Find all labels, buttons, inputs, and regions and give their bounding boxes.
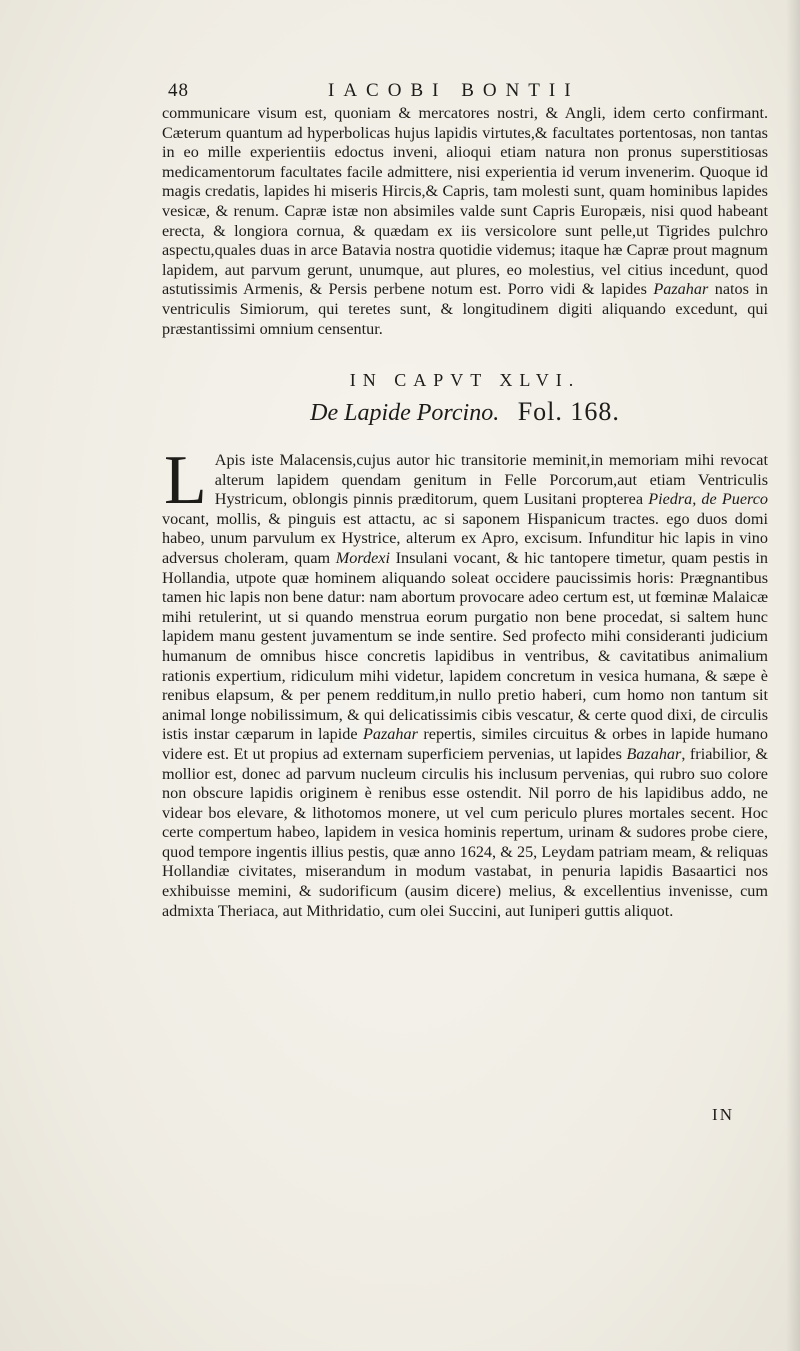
top-paragraph-text: communicare visum est, quoniam & mercatores nostri, & Angli, idem certo confirmant. Cæterum quantum ad hyperbolicas hujus lapidis virtutes,& facultates portentosas, non tantas in eo mille experientiis edoctus inveni, alioqui etiam natura non pronus superstitiosas medicamentorum facultates facile admittere, nisi experientia id verum invenerim. Quoque id magis credatis, lapides hi miseris Hircis,& Capris, tam molesti sunt, quam hominibus lapides vesicæ, & renum. Capræ istæ non absimiles valde sunt Capris Europæis, nisi quod habeant erecta, & longiora cornua, & quædam ex iis versicolore sunt pelle,ut Tigrides pulchro aspectu,quales duas in arce Batavia nostra quotidie videmus; itaque hæ Capræ prout magnum lapidem, aut parvum gerunt, unumque, aut plures, eo molestius, vel citius incedunt, quod astutissimis Armenis, & Persis perbene notum est. Porro vidi & lapides — [162, 104, 768, 299]
page-number: 48 — [168, 80, 189, 101]
main-paragraph-segment: Bazahar — [626, 744, 682, 763]
chapter-folio: Fol. 168. — [517, 397, 620, 426]
main-paragraph-segment: Insulani vocant, & hic tantopere timetur, quam pestis in Hollandia, utpote quæ hominem aliquando soleat occidere paucissimis horis: Prægnantibus tamen hic lapis non bene datur: nam abortum provocare adeo certum est, ut fœminæ Malaicæ mihi retulerint, ut si quando menstrua eorum purgatio non bene procedat, si saltem hunc lapidem manu gestent juvamentum se inde sentire. Sed profecto mihi consideranti judicium humanum de omnibus hisce concretis lapidibus in ventribus, & cavitatibus animalium rationis expertium, ridiculum mihi videtur, lapidem concretum in vesica humana, & sæpe è renibus elapsum, & per penem redditum,in nullo pretio haberi, cum homo non tantum sit animal longe nobilissimum, & qui delicatissimis cibis vescatur, & certe quod dixi, de circulis istis instar cæparum in lapide — [162, 548, 769, 744]
catchword: IN — [712, 1105, 734, 1124]
section-heading: IN CAPVT XLVI. — [349, 370, 581, 390]
main-paragraph-segment: Piedra, de Puerco — [648, 490, 768, 509]
chapter-title — [162, 397, 768, 427]
main-paragraph-segment: Mordexi — [335, 548, 390, 567]
running-head — [168, 80, 768, 106]
main-paragraph-segment: Pazahar — [363, 725, 418, 744]
page-gutter-shadow — [786, 0, 800, 1351]
main-paragraph-segment: repertis, similes circuitus & orbes in lapide humano videre est. Et ut propius ad externam superficiem pervenias, ut lapides — [162, 725, 768, 763]
chapter-title-text: De Lapide Porcino. — [310, 400, 500, 426]
main-paragraph-segment: , friabilior, & mollior est, donec ad parvum nucleum circulis his inclusum pervenias, qui rubro suo colore non obscure lapidis originem è renibus esse ostendit. Nil porro de his lapidibus addo, ne videar bos elevare, & lithotomos monere, ut vel cum periculo plures mortales secent. Hoc certe compertum habeo, lapidem in vesica hominis repertum, urinam & sudores probe ciere, quod tempore ingentis illius pestis, quæ anno 1624, & 25, Leydam patriam meam, & reliquas Hollandiæ civitates, miserandum in modum vastabat, in penuria lapidis Basaartici nos exhibuisse memini, & sudorificum (ausim dicere) melius, & excellentius invenisse, cum admixta Theriaca, aut Mithridatio, cum olei Succini, aut Iuniperi guttis aliquot. — [162, 744, 768, 920]
drop-cap: L — [164, 442, 207, 519]
main-paragraph-segment: vocant, mollis, & pinguis est attactu, ac si saponem Hispanicum tractes. ego duos domi habeo, unum parvulum ex Hystrice, alterum ex Apro, excisum. Infunditur hic lapis in vino adversus choleram, quam — [162, 509, 768, 567]
top-paragraph-term: Pazahar — [653, 280, 709, 299]
running-title: IACOBI BONTII — [328, 80, 580, 101]
top-paragraph-end: natos in ventriculis Simiorum, qui teretes sunt, & longitudinem digiti aliquando excedunt, qui præstantissimi omnium censentur. — [162, 280, 769, 338]
main-paragraph-segment: Apis iste Malacensis,cujus autor hic transitorie meminit,in memoriam mihi revocat alterum lapidem quendam genitum in Felle Porcorum,aut etiam Ventriculis Hystricum, oblongis pinnis præditorum, quem Lusitani propterea — [214, 451, 768, 509]
main-paragraph — [162, 442, 769, 921]
top-paragraph — [162, 104, 768, 339]
